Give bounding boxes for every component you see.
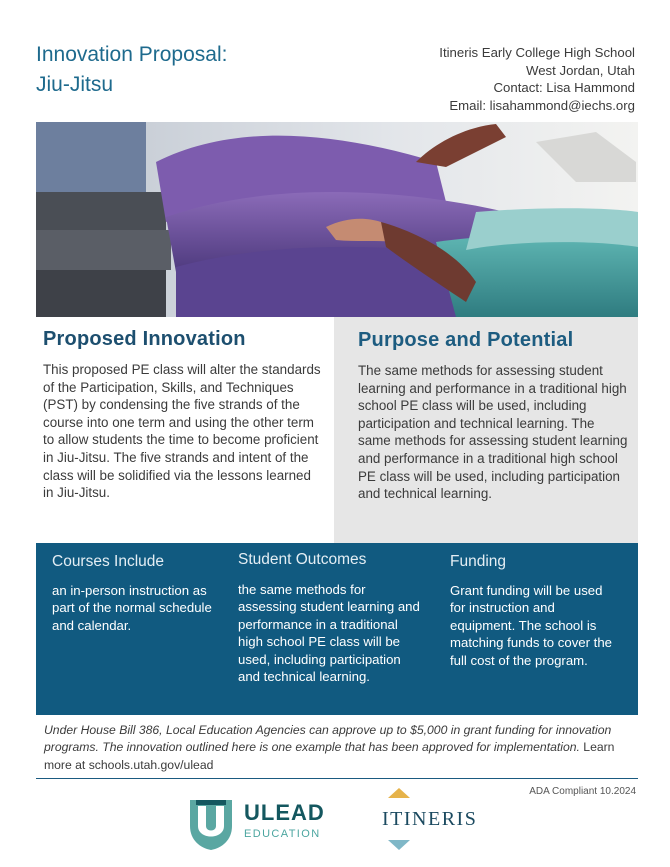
ulead-shield-icon — [186, 796, 236, 857]
hero-photo — [36, 122, 638, 317]
school-city: West Jordan, Utah — [526, 62, 635, 78]
footer-divider — [36, 778, 638, 779]
title-line-1: Innovation Proposal: — [36, 43, 228, 66]
house-bill-note — [44, 722, 634, 774]
school-name: Itineris Early College High School — [439, 45, 635, 60]
proposed-innovation-body: This proposed PE class will alter the standards of the Participation, Skills, and Techniques (PST) by condensing the five strands of the course into one term and using the other term to allow students the time to become proficient in Jiu-Jitsu. The five strands and intent of the class will be solidified via the lessons learned in Jiu-Jitsu. — [43, 362, 321, 501]
page-title — [36, 40, 336, 100]
house-bill-note-italic: Under House Bill 386, Local Education Agencies can approve up to $5,000 in grant funding for innovation programs. The innovation outlined here is one example that has been approved for implementation. — [44, 723, 612, 755]
title-line-2: Jiu-Jitsu — [36, 73, 114, 96]
student-outcomes-body: the same methods for assessing student learning and performance in a traditional high school PE class will be used, including participation and technical learning. — [238, 582, 420, 685]
funding-body: Grant funding will be used for instruction and equipment. The school is matching funds to cover the full cost of the program. — [450, 583, 613, 668]
ulead-subtitle: EDUCATION — [244, 828, 321, 840]
courses-include-body: an in-person instruction as part of the normal schedule and calendar. — [52, 583, 212, 633]
itineris-wordmark: ITINERIS — [382, 808, 478, 830]
learn-more-link[interactable]: Learn more at schools.utah.gov/ulead — [44, 740, 615, 772]
courses-include-heading: Courses Include — [52, 553, 165, 570]
student-outcomes-heading: Student Outcomes — [238, 551, 367, 568]
contact-name: Contact: Lisa Hammond — [493, 80, 635, 96]
ada-compliance: ADA Compliant 10.2024 — [529, 786, 636, 797]
hero-mats-illustration — [36, 122, 638, 317]
contact-email[interactable]: Email: lisahammond@iechs.org — [449, 97, 635, 113]
contact-block — [305, 44, 635, 114]
ulead-wordmark: ULEAD — [244, 800, 325, 825]
funding-heading: Funding — [450, 553, 507, 570]
purpose-heading: Purpose and Potential — [358, 329, 574, 351]
proposed-innovation-heading: Proposed Innovation — [43, 328, 246, 350]
purpose-body: The same methods for assessing student learning and performance in a traditional high school PE class will be used, including participation and technical learning. The same methods for assessing student learning and performance in a traditional high school PE class will be used, including participation and technical learning. — [358, 363, 628, 502]
